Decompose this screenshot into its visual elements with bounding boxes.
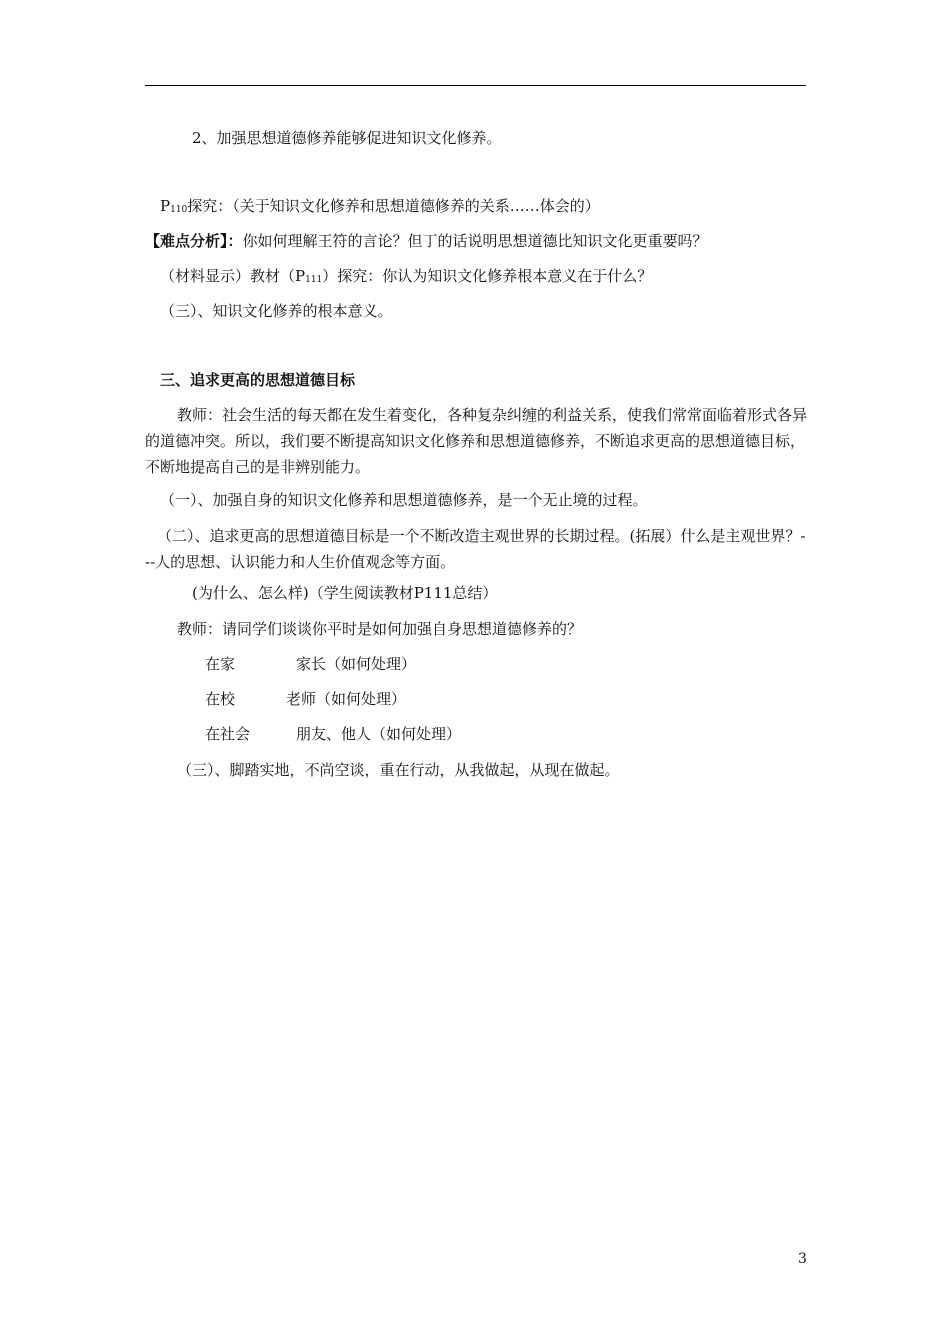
page-number: 3 <box>798 1251 807 1267</box>
subsection-3-action-line: （三）、脚踏实地，不尚空谈，重在行动，从我做起，从现在做起。 <box>177 761 620 779</box>
teacher-paragraph: 教师：社会生活的每天都在发生着变化，各种复杂纠缠的利益关系，使我们常常面临着形式各异的道德冲突。所以，我们要不断提高知识文化修养和思想道德修养，不断追求更高的思想道德目标，不断地提高自己的是非辨别能力。 <box>145 406 808 476</box>
material-display-prefix: （材料显示）教材（P <box>160 267 306 285</box>
school-handling-label: 老师（如何处理） <box>286 690 407 708</box>
home-handling-label: 家长（如何处理） <box>296 655 417 673</box>
society-place-label: 在社会 <box>205 725 251 743</box>
material-display-page-subscript: 111 <box>305 275 323 285</box>
section-3-heading: 三、追求更高的思想道德目标 <box>160 371 356 389</box>
subsection-3-meaning-line: （三）、知识文化修养的根本意义。 <box>160 302 393 320</box>
explore-p110-text: 探究：（关于知识文化修养和思想道德修养的关系……体会的） <box>187 197 600 215</box>
difficulty-analysis-line <box>145 231 708 251</box>
society-handling-label: 朋友、他人（如何处理） <box>296 725 462 743</box>
home-place-label: 在家 <box>205 655 236 673</box>
material-display-text: ）探究：你认为知识文化修养根本意义在于什么？ <box>322 267 653 285</box>
difficulty-analysis-label: 【难点分析】： <box>145 232 243 250</box>
explore-p110-page-subscript: 110 <box>170 205 188 215</box>
explore-p110-line <box>160 196 600 219</box>
material-display-line <box>160 266 652 289</box>
difficulty-analysis-text: 你如何理解王符的言论？但丁的话说明思想道德比知识文化更重要吗？ <box>242 232 708 250</box>
subsection-1-line: （一）、加强自身的知识文化修养和思想道德修养，是一个无止境的过程。 <box>160 491 648 509</box>
subsection-2-paragraph: （二）、追求更高的思想道德目标是一个不断改造主观世界的长期过程。(拓展）什么是主观世界？---人的思想、认识能力和人生价值观念等方面。 <box>145 527 806 571</box>
school-place-label: 在校 <box>205 690 236 708</box>
explore-p110-prefix: P <box>160 197 171 215</box>
why-how-line: (为什么、怎么样)（学生阅读教材P111总结） <box>192 584 498 602</box>
teacher-question-line: 教师：请同学们谈谈你平时是如何加强自身思想道德修养的？ <box>177 620 583 638</box>
header-rule <box>145 85 806 86</box>
point-2-line: 2、加强思想道德修养能够促进知识文化修养。 <box>192 129 502 147</box>
